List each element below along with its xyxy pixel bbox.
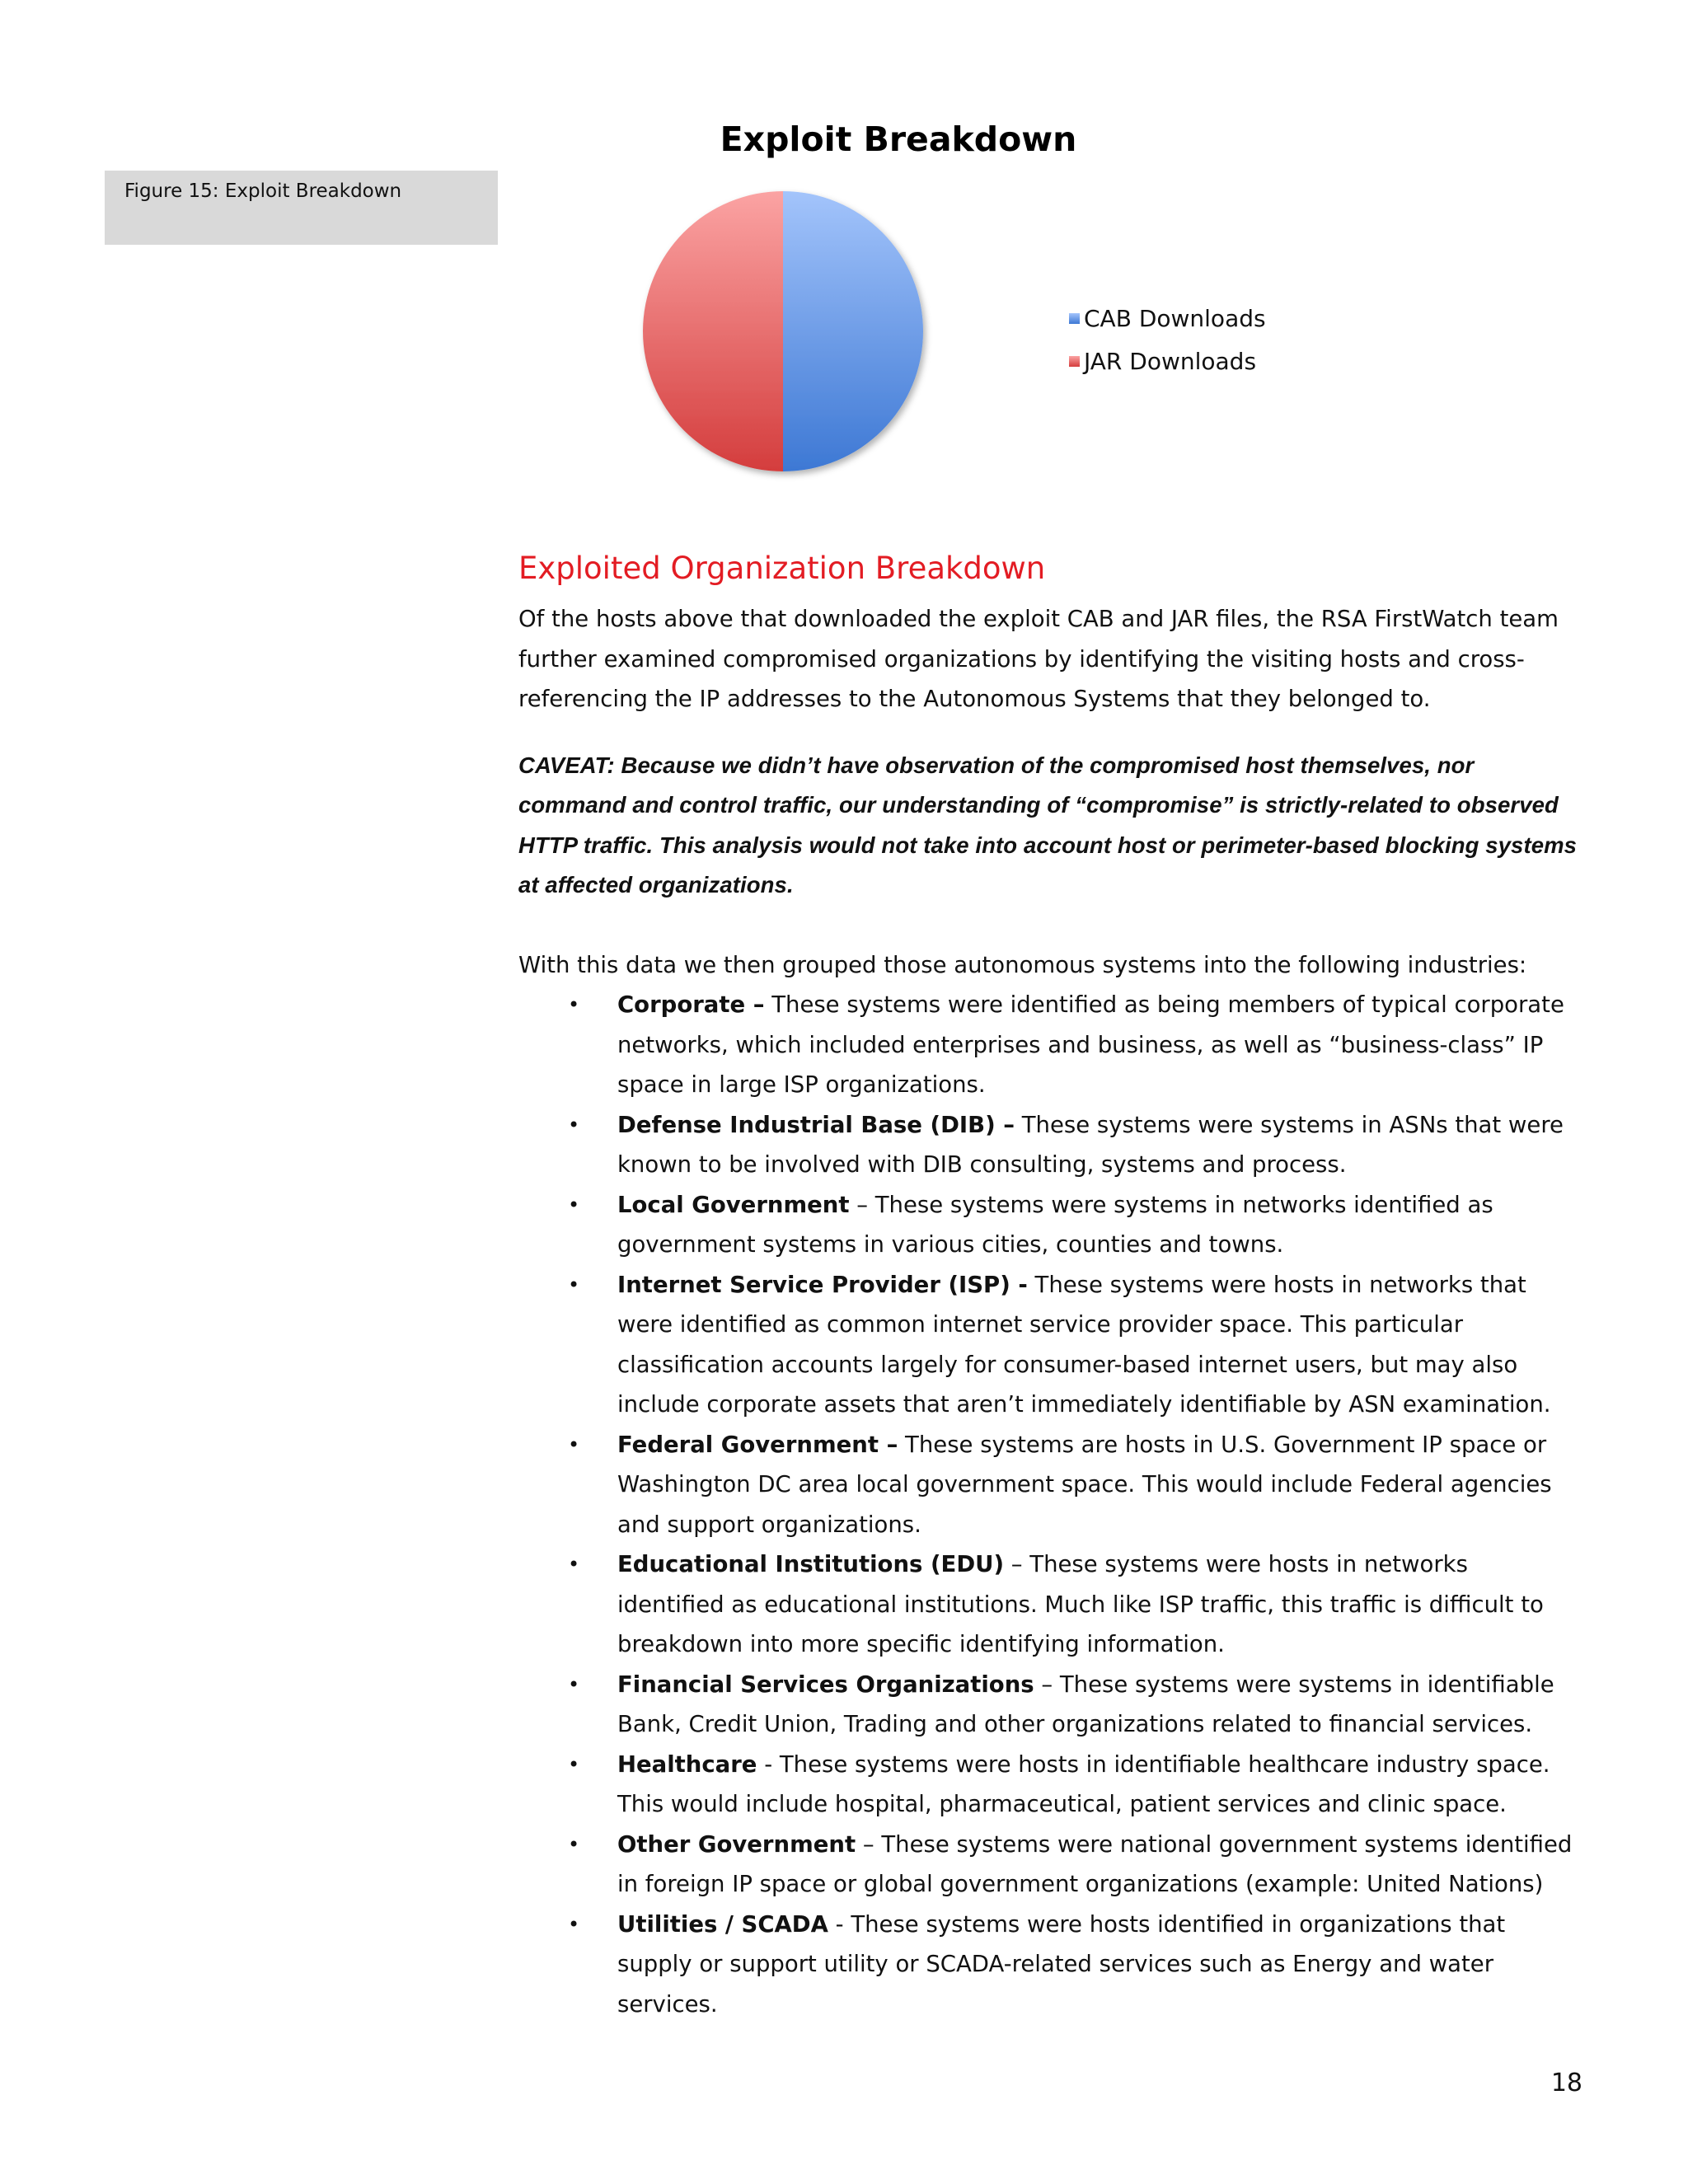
legend-item (1069, 340, 1266, 382)
section-content (518, 599, 1582, 2024)
page-number: 18 (1550, 2069, 1582, 2097)
chart-title: Exploit Breakdown (720, 120, 1077, 159)
list-item (518, 1265, 1582, 1425)
bullet-icon: • (568, 1432, 580, 1456)
industry-term: Utilities / SCADA (617, 1910, 828, 1938)
industry-description: These systems were identified as being members of typical corporate networks, which included enterprises and business, as well as “business-class” IP space in large ISP organizations. (617, 991, 1564, 1098)
bullet-icon: • (568, 1912, 580, 1936)
bullet-icon: • (568, 1193, 580, 1216)
legend-label: CAB Downloads (1084, 304, 1266, 332)
figure-caption-box (105, 171, 498, 245)
industry-description: - These systems were hosts in identifiable healthcare industry space. This would include hospital, pharmaceutical, patient services and clinic space. (617, 1750, 1550, 1817)
industry-term: Educational Institutions (EDU) (617, 1551, 1005, 1577)
bullet-icon: • (568, 1752, 580, 1776)
industry-description: – These systems were systems in identifiable Bank, Credit Union, Trading and other organizations related to financial services. (617, 1671, 1554, 1737)
industries-list (518, 985, 1582, 2024)
industry-term: Corporate – (617, 991, 765, 1018)
list-item (518, 1105, 1582, 1185)
industry-description: – These systems were national government systems identified in foreign IP space or global government organizations (example: United Nations) (617, 1830, 1573, 1897)
list-item (518, 985, 1582, 1105)
bullet-icon: • (568, 1113, 580, 1137)
industry-description: These systems were hosts in networks that were identified as common internet service provider space. This particular classification accounts largely for consumer-based internet users, but may also include corporate assets that aren’t immediately identifiable by ASN examination. (617, 1271, 1551, 1418)
industry-term: Financial Services Organizations (617, 1671, 1034, 1698)
list-item (518, 1905, 1582, 2025)
legend-swatch (1069, 356, 1080, 367)
bullet-icon: • (568, 993, 580, 1016)
industry-term: Defense Industrial Base (DIB) – (617, 1111, 1015, 1138)
figure-caption: Figure 15: Exploit Breakdown (124, 180, 402, 202)
industry-term: Federal Government – (617, 1431, 898, 1458)
bullet-icon: • (568, 1272, 580, 1296)
list-item (518, 1425, 1582, 1545)
legend-item (1069, 297, 1266, 340)
bullet-icon: • (568, 1832, 580, 1856)
legend-label: JAR Downloads (1084, 347, 1257, 375)
pie-slice-cab-downloads (783, 191, 923, 471)
pie-slice-jar-downloads (643, 191, 783, 471)
bullet-icon: • (568, 1672, 580, 1696)
industries-intro: With this data we then grouped those autonomous systems into the following industries: (518, 951, 1527, 978)
list-item (518, 1665, 1582, 1745)
industry-description: – These systems were systems in networks identified as government systems in various cities, counties and towns. (617, 1191, 1493, 1258)
list-item (518, 1745, 1582, 1825)
industry-term: Internet Service Provider (ISP) - (617, 1271, 1028, 1298)
industry-description: – These systems were hosts in networks identified as educational institutions. Much like ISP traffic, this traffic is difficult to breakdown into more specific identifying information. (617, 1551, 1544, 1657)
intro-paragraph: Of the hosts above that downloaded the exploit CAB and JAR files, the RSA FirstWatch team further examined compromised organizations by identifying the visiting hosts and cross-referencing the IP addresses to the Autonomous Systems that they belonged to. (518, 606, 1559, 712)
list-item (518, 1544, 1582, 1665)
industry-description: These systems were systems in ASNs that were known to be involved with DIB consulting, systems and process. (617, 1111, 1564, 1178)
bullet-icon: • (568, 1553, 580, 1576)
section-heading: Exploited Organization Breakdown (518, 551, 1046, 586)
industry-term: Healthcare (617, 1750, 757, 1778)
chart-legend (1069, 297, 1266, 382)
list-item (518, 1825, 1582, 1905)
legend-swatch (1069, 313, 1080, 324)
pie-chart (626, 181, 940, 494)
industry-term: Other Government (617, 1830, 856, 1858)
industry-term: Local Government (617, 1191, 850, 1218)
industry-description: These systems are hosts in U.S. Government IP space or Washington DC area local government space. This would include Federal agencies and support organizations. (617, 1431, 1552, 1538)
industry-description: - These systems were hosts identified in organizations that supply or support utility or SCADA-related services such as Energy and water services. (617, 1910, 1506, 2018)
caveat-paragraph: CAVEAT: Because we didn’t have observation of the compromised host themselves, nor command and control traffic, our understanding of “compromise” is strictly-related to observed HTTP traffic. This analysis would not take into account host or perimeter-based blocking systems at affected organizations. (518, 752, 1578, 898)
list-item (518, 1185, 1582, 1265)
